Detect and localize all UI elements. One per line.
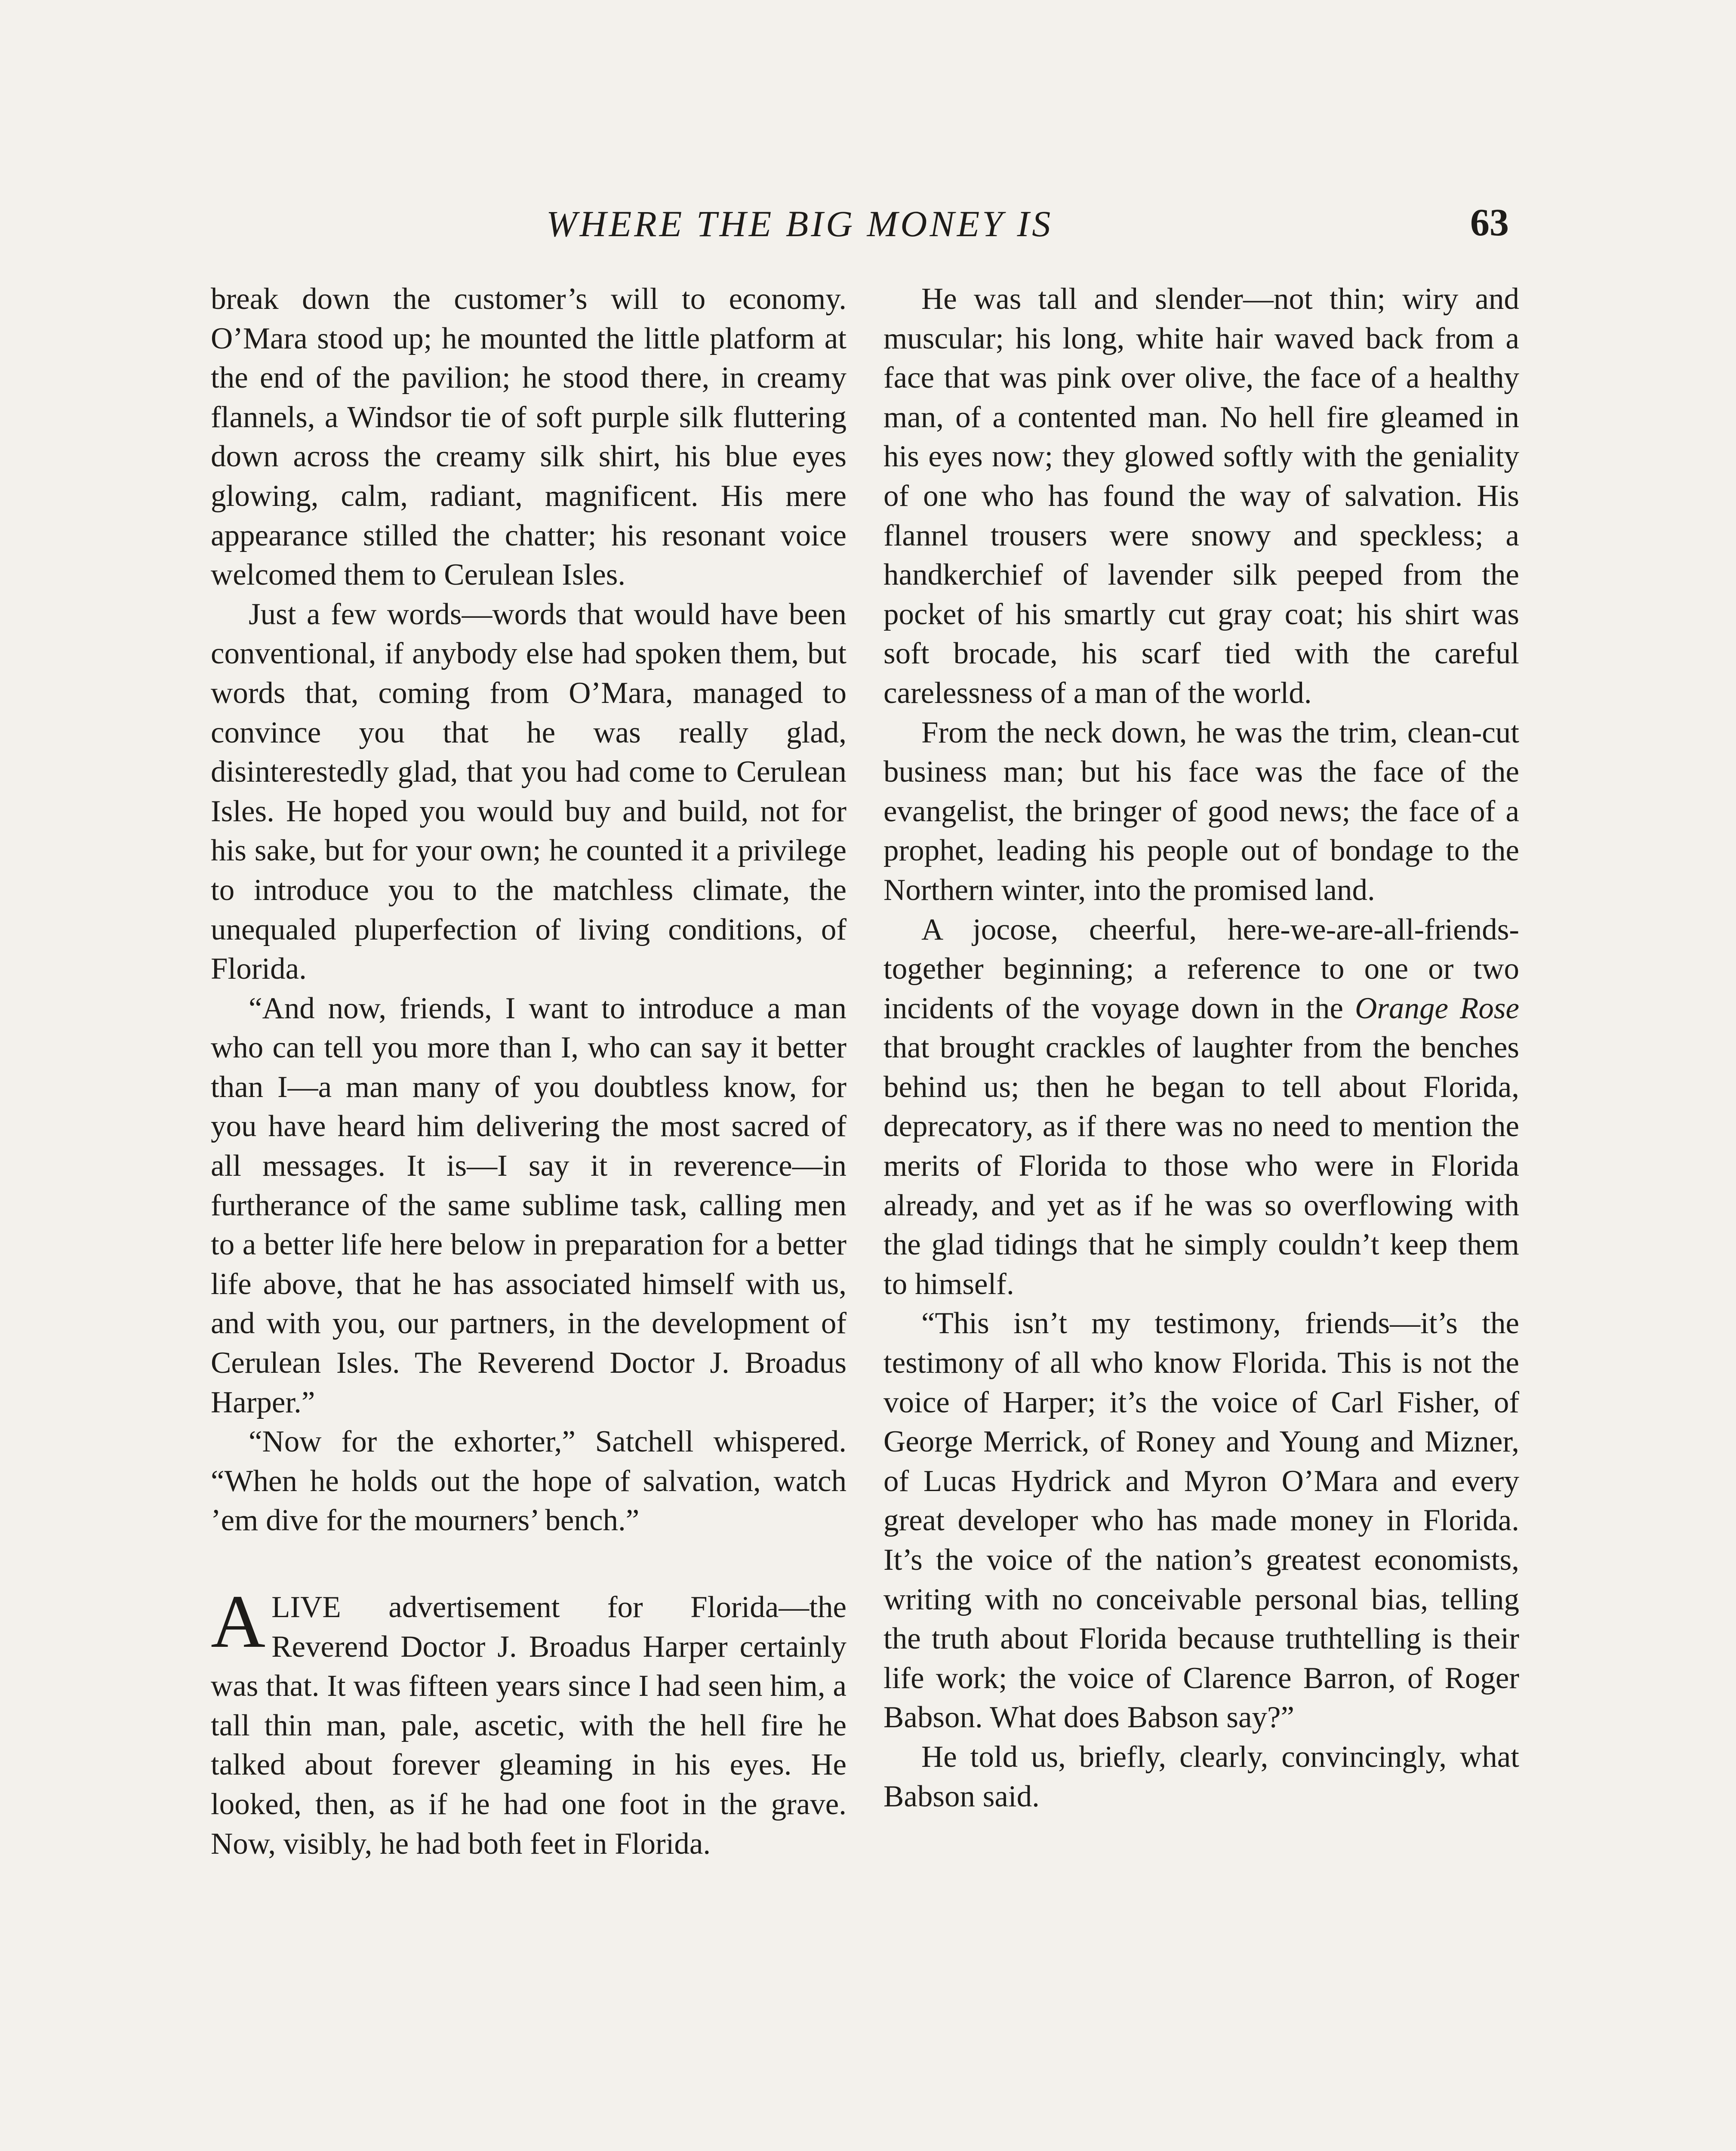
right-column	[883, 280, 1519, 1816]
page-number: 63	[1470, 201, 1509, 244]
dropcap-paragraph	[211, 1580, 846, 1864]
paragraph-text: A jocose, cheerful, here-we-are-all-friends-together beginning; a reference to one or two incidents of the voyage down in the	[883, 912, 1519, 1025]
paragraph: “This isn’t my testimony, friends—it’s the testimony of all who know Florida. This is not the voice of Harper; it’s the voice of Carl Fisher, of George Merrick, of Roney and Young and Mizner, of Lucas Hydrick and Myron O’Mara and every great developer who has made money in Florida. It’s the voice of the nation’s greatest economists, writing with no conceivable personal bias, telling the truth about Florida because truthtelling is their life work; the voice of Clarence Barron, of Roger Babson. What does Babson say?”	[883, 1307, 1519, 1735]
paragraph: He told us, briefly, clearly, convincingly, what Babson said.	[883, 1740, 1519, 1813]
paragraph-text: advertisement for Florida—the Reverend Doctor J. Broadus Harper certainly was that. It was fifteen years since I had seen him, a tall thin man, pale, ascetic, with the hell fire he talked about forever gleaming in his eyes. He looked, then, as if he had one foot in the grave. Now, visibly, he had both feet in Florida.	[211, 1590, 846, 1861]
left-column	[211, 280, 846, 1864]
page-header	[0, 202, 1736, 254]
section-break	[211, 1541, 846, 1588]
paragraph	[883, 910, 1519, 1304]
paragraph: “And now, friends, I want to introduce a man who can tell you more than I, who can say it better than I—a man many of you doubtless know, for you have heard him delivering the most sacred of all messages. It is—I say it in reverence—in furtherance of the same sublime task, calling men to a better life here below in preparation for a better life above, that he has associated himself with us, and with you, our partners, in the development of Cerulean Isles. The Reverend Doctor J. Broadus Harper.”	[211, 991, 846, 1419]
paragraph: He was tall and slender—not thin; wiry and muscular; his long, white hair waved back from a face that was pink over olive, the face of a healthy man, of a contented man. No hell fire gleamed in his eyes now; they glowed softly with the geniality of one who has found the way of salvation. His flannel trousers were snowy and speckless; a handkerchief of lavender silk peeped from the pocket of his smartly cut gray coat; his shirt was soft brocade, his scarf tied with the careful carelessness of a man of the world.	[883, 282, 1519, 710]
ship-name: Orange Rose	[1355, 991, 1520, 1025]
drop-cap: A	[211, 1580, 266, 1664]
paragraph: From the neck down, he was the trim, clean-cut business man; but his face was the face of the evangelist, the bringer of good news; the face of a prophet, leading his people out of bondage to the Northern winter, into the promised land.	[883, 715, 1519, 907]
paragraph: “Now for the exhorter,” Satchell whispered. “When he holds out the hope of salvation, watch ’em dive for the mourners’ bench.”	[211, 1425, 846, 1538]
paragraph-text: that brought crackles of laughter from the benches behind us; then he began to tell about Florida, deprecatory, as if there was no need to mention the merits of Florida to those who were in Florida already, and yet as if he was so overflowing with the glad tidings that he simply couldn’t keep them to himself.	[883, 1031, 1519, 1301]
running-head: WHERE THE BIG MONEY IS	[546, 203, 1053, 244]
drop-cap-smallcaps: LIVE	[271, 1590, 341, 1624]
paragraph: break down the customer’s will to economy. O’Mara stood up; he mounted the little platform at the end of the pavilion; he stood there, in creamy flannels, a Windsor tie of soft purple silk fluttering down across the creamy silk shirt, his blue eyes glowing, calm, radiant, magnificent. His mere appearance stilled the chatter; his resonant voice welcomed them to Cerulean Isles.	[211, 282, 846, 592]
paragraph: Just a few words—words that would have been conventional, if anybody else had spoken them, but words that, coming from O’Mara, managed to convince you that he was really glad, disinterestedly glad, that you had come to Cerulean Isles. He hoped you would buy and build, not for his sake, but for your own; he counted it a privilege to introduce you to the matchless climate, the unequaled pluperfection of living conditions, of Florida.	[211, 597, 846, 986]
